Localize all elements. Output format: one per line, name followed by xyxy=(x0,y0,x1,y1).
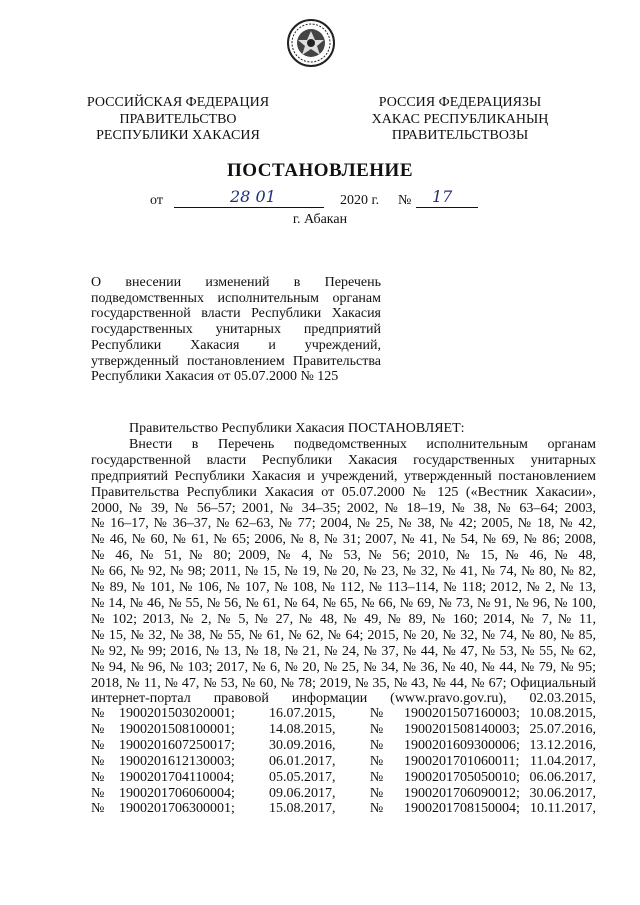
header-left-line: РЕСПУБЛИКИ ХАКАСИЯ xyxy=(96,128,260,143)
registration-no: № xyxy=(91,737,105,753)
header-right xyxy=(360,95,560,145)
date-prefix: от xyxy=(150,193,163,208)
registration-no2: № xyxy=(369,769,384,785)
body-line: Правительства Республики Хакасия от 05.07.2000 № 125 («Вестник Хакасии», xyxy=(91,484,596,500)
registration-date2: 10.11.2017, xyxy=(530,801,596,817)
date-number-line xyxy=(150,187,490,213)
registration-date1: 09.06.2017, xyxy=(269,785,336,801)
body-line: 2018, № 11, № 47, № 53, № 60, № 78; 2019, № 35, № 43, № 44, № 67; Официальный xyxy=(91,675,596,691)
registration-num1: 1900201508100001; xyxy=(119,721,235,737)
subject-line: Республики Хакасия от 05.07.2000 № 125 xyxy=(91,369,339,385)
number-handwritten: 17 xyxy=(432,187,453,206)
registration-num2: 1900201508140003; xyxy=(404,721,520,737)
number-sign: № xyxy=(398,193,412,208)
registration-no: № xyxy=(91,801,105,817)
body-line: № 89, № 101, № 106, № 107, № 108, № 112, № 113–114, № 118; 2012, № 2, № 13, xyxy=(91,580,596,596)
registration-date1: 15.08.2017, xyxy=(269,801,336,817)
body-line: № 102; 2013, № 2, № 5, № 27, № 48, № 49, № 89, № 160; 2014, № 7, № 11, xyxy=(91,611,596,627)
registration-date2: 11.04.2017, xyxy=(530,753,596,769)
header-left xyxy=(78,95,278,145)
registration-row xyxy=(91,722,596,738)
registration-date1: 05.05.2017, xyxy=(269,769,336,785)
registration-num1: 1900201704110004; xyxy=(119,769,235,785)
registration-no2: № xyxy=(369,801,384,817)
header-right-line: ХАКАС РЕСПУБЛИКАНЫҢ xyxy=(371,111,549,127)
registration-row xyxy=(91,738,596,754)
registration-no2: № xyxy=(369,706,384,721)
registration-num1: 1900201706060004; xyxy=(119,785,235,801)
subject-line: О внесении изменений в Перечень xyxy=(91,275,381,290)
body-line: № 14, № 46, № 55, № 56, № 61, № 64, № 65, № 66, № 69, № 73, № 91, № 96, № 100, xyxy=(91,595,596,611)
registration-no: № xyxy=(91,785,105,801)
header-left-line: ПРАВИТЕЛЬСТВО xyxy=(119,111,237,127)
registration-no: № xyxy=(91,769,105,785)
registration-num1: 1900201607250017; xyxy=(119,737,235,753)
registration-num2: 1900201609300006; xyxy=(404,737,520,753)
registration-row xyxy=(91,801,596,817)
body-line: № 15, № 32, № 38, № 55, № 61, № 62, № 64; 2015, № 20, № 32, № 74, № 80, № 85, xyxy=(91,627,596,643)
registration-no: № xyxy=(91,753,105,769)
body-line: № 46, № 60, № 61, № 65; 2006, № 8, № 31; 2007, № 41, № 54, № 69, № 86; 2008, xyxy=(91,532,596,548)
subject-line: утвержденный постановлением Правительства xyxy=(91,353,381,369)
registration-row xyxy=(91,706,596,722)
registration-row xyxy=(91,786,596,802)
body-line: № 94, № 96, № 103; 2017, № 6, № 20, № 25, № 34, № 36, № 40, № 44, № 79, № 95; xyxy=(91,659,596,675)
registration-date2: 06.06.2017, xyxy=(529,769,596,785)
header-right-line: ПРАВИТЕЛЬСТВОЗЫ xyxy=(391,128,529,143)
registration-row xyxy=(91,770,596,786)
subject-line: Республики Хакасия и учреждений, xyxy=(91,337,381,353)
registration-no2: № xyxy=(369,737,384,753)
registration-num1: 1900201706300001; xyxy=(119,801,235,817)
registration-no2: № xyxy=(369,721,384,737)
registration-no: № xyxy=(91,706,105,721)
body-line: № 46, № 51, № 80; 2009, № 4, № 53, № 56; 2010, № 15, № 46, № 48, xyxy=(91,548,596,564)
body-line: государственной власти Республики Хакасия государственных унитарных xyxy=(91,452,596,468)
header-left-line: РОССИЙСКАЯ ФЕДЕРАЦИЯ xyxy=(86,95,270,110)
registration-num1: 1900201503020001; xyxy=(119,706,235,721)
registration-no2: № xyxy=(369,785,384,801)
registration-date1: 30.09.2016, xyxy=(269,737,336,753)
registration-num2: 1900201701060011; xyxy=(404,753,520,769)
date-handwritten: 28 01 xyxy=(230,187,276,206)
subject-line: государственных унитарных предприятий xyxy=(91,322,381,338)
year-label: 2020 г. xyxy=(340,193,380,208)
subject-line: подведомственных исполнительным органам xyxy=(91,290,381,306)
body-line: 2000, № 39, № 56–57; 2001, № 34–35; 2002, № 18–19, № 38, № 63–64; 2003, xyxy=(91,500,596,516)
body-line: Внести в Перечень подведомственных исполнительным органам xyxy=(129,436,596,452)
coat-of-arms-icon xyxy=(286,18,336,68)
registration-date2: 25.07.2016, xyxy=(529,721,596,737)
registration-no: № xyxy=(91,721,105,737)
registration-date2: 10.08.2015, xyxy=(529,706,596,721)
registration-num1: 1900201612130003; xyxy=(119,753,235,769)
subject-line: государственной власти Республики Хакасия xyxy=(91,306,381,322)
subject-block xyxy=(91,275,381,385)
registration-no2: № xyxy=(369,753,384,769)
body-line: предприятий Республики Хакасия и учреждений, утвержденный постановлением xyxy=(91,468,596,484)
registration-num2: 1900201708150004; xyxy=(404,801,520,817)
registration-num2: 1900201705050010; xyxy=(404,769,520,785)
document-title: ПОСТАНОВЛЕНИЕ xyxy=(226,160,414,181)
registration-num2: 1900201507160003; xyxy=(404,706,520,721)
body-line: № 66, № 92, № 98; 2011, № 15, № 19, № 20, № 23, № 32, № 41, № 74, № 80, № 82, xyxy=(91,564,596,580)
body-line: № 16–17, № 36–37, № 62–63, № 77; 2004, № 25, № 38, № 42; 2005, № 18, № 42, xyxy=(91,516,596,532)
registration-row xyxy=(91,754,596,770)
body-text xyxy=(91,421,596,707)
city-label: г. Абакан xyxy=(292,212,348,227)
resolution-line: Правительство Республики Хакасия ПОСТАНОВЛЯЕТ: xyxy=(129,421,465,436)
registration-date1: 14.08.2015, xyxy=(269,721,336,737)
registration-date1: 06.01.2017, xyxy=(269,753,336,769)
registration-list xyxy=(91,706,596,817)
registration-date2: 13.12.2016, xyxy=(529,737,596,753)
registration-date1: 16.07.2015, xyxy=(269,706,336,721)
header-right-line: РОССИЯ ФЕДЕРАЦИЯЗЫ xyxy=(378,95,542,110)
body-line: интернет-портал правовой информации (www.pravo.gov.ru), 02.03.2015, xyxy=(91,691,596,707)
registration-num2: 1900201706090012; xyxy=(404,785,520,801)
registration-date2: 30.06.2017, xyxy=(529,785,596,801)
body-line: № 92, № 99; 2016, № 13, № 18, № 21, № 24, № 37, № 44, № 47, № 53, № 55, № 62, xyxy=(91,643,596,659)
